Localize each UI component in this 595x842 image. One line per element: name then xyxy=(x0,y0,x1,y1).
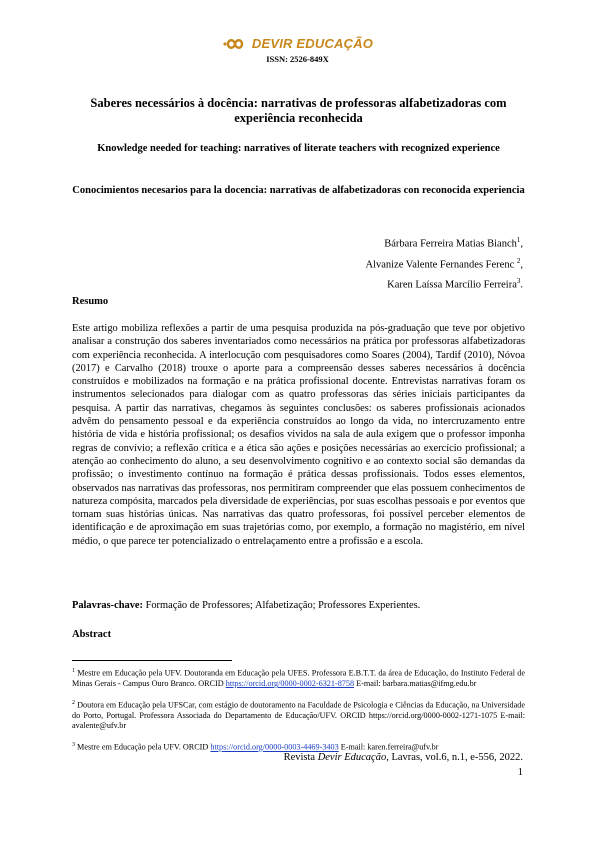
journal-citation: Revista Devir Educação, Lavras, vol.6, n.1, e-556, 2022. xyxy=(283,752,523,763)
issn: ISSN: 2526-849X xyxy=(266,54,329,64)
footnote-2: $^2$ Doutora em Educação pela UFSCar, com estágio de doutoramento na Faculdade de Psicologia e Ciências da Educação, na Universidade do Porto, Portugal. Professora Associada do Departamento de Educação/UFV. ORCID https://orcid.org/0000-0002-1271-1075 E-mail: avalente@ufv.br xyxy=(72,700,525,731)
orcid-link[interactable]: https://orcid.org/0000-0003-4469-3403 xyxy=(210,742,339,752)
footnote-3: $^3$ Mestre em Educação pela UFV. ORCID https://orcid.org/0000-0003-4469-3403 E-mail: karen.ferreira@ufv.br xyxy=(72,742,439,752)
title-portuguese: Saberes necessários à docência: narrativas de professoras alfabetizadoras com experiência reconhecida xyxy=(90,96,507,125)
keywords-label: Palavras-chave: xyxy=(72,600,143,611)
resumo-text: Este artigo mobiliza reflexões a partir de uma pesquisa produzida na pós-graduação que teve por objetivo analisar a construção dos saberes inventariados como necessários na prática por professoras alfabetizadoras com experiência reconhecida. A interlocução com pesquisadores como Soares (2004), Tardif (2010), Nóvoa (2017) e Carvalho (2018) trouxe o aporte para a compreensão desses saberes necessários à docência construídos e mobilizados na formação e na prática profissional docente. Entrevistas narrativas foram os instrumentos selecionados para dialogar com as quatro professoras das séries iniciais participantes da pesquisa. A partir das narrativas, chegamos às seguintes conclusões: os saberes profissionais acionados advêm do pensamento pessoal e da experiência construídos ao longo da vida, no intercruzamento entre história de vida e história profissional; os desafios vividos na sala de aula exigem que o professor imponha regras de convívio; a reflexão crítica e a ética são ações e posições necessárias ao exercício profissional; a atenção ao conhecimento do aluno, a seu desenvolvimento cognitivo e ao contexto social são demandas da profissão; o investimento contínuo na formação é prática dessas profissionais. Todos esses elementos, observados nas narrativas das professoras, nos permitiram compreender que elas possuem conhecimentos de natureza compósita, marcados pela diversidade de experiências, por suas escolhas pessoais e por eventos que tornam suas histórias únicas. Nas narrativas das quatro professoras, foi possível perceber elementos de identificação e de aproximação em suas trajetórias como, por exemplo, a formação no magistério, em nível médio, o que parece ter potencializado o entrelaçamento entre a profissão e a escola. xyxy=(72,323,525,547)
title-spanish: Conocimientos necesarios para la docencia: narrativas de alfabetizadoras con reconocida experiencia xyxy=(72,185,525,196)
logo-text: DEVIR EDUCAÇÃO xyxy=(251,36,374,51)
page-number: 1 xyxy=(517,767,523,778)
author: Alvanize Valente Fernandes Ferenc $^2$, xyxy=(365,256,523,270)
keywords-list: Formação de Professores; Alfabetização; Professores Experientes. xyxy=(142,600,421,611)
infinity-loop-icon xyxy=(222,38,248,50)
keywords xyxy=(72,600,525,611)
author: Karen Laíssa Marcílio Ferreira$^3$. xyxy=(387,277,523,291)
author-list xyxy=(365,232,523,294)
abstract-heading: Abstract xyxy=(72,629,112,640)
title-english: Knowledge needed for teaching: narratives of literate teachers with recognized experience xyxy=(97,143,500,154)
footnote-separator xyxy=(72,660,232,661)
journal-logo xyxy=(0,36,595,55)
resumo-heading: Resumo xyxy=(72,296,109,307)
orcid-link[interactable]: https://orcid.org/0000-0002-6321-8758 xyxy=(225,679,355,689)
footnote-1: $^1$ Mestre em Educação pela UFV. Doutoranda em Educação pela UFES. Professora E.B.T.T. da área de Educação, do Instituto Federal de Minas Gerais - Campus Ouro Branco. ORCID https://orcid.org/0000-0002-6321-8758 E-mail: barbara.matias@ifmg.edu.br xyxy=(72,668,525,689)
author: Bárbara Ferreira Matias Bianch$^1$, xyxy=(384,236,523,250)
